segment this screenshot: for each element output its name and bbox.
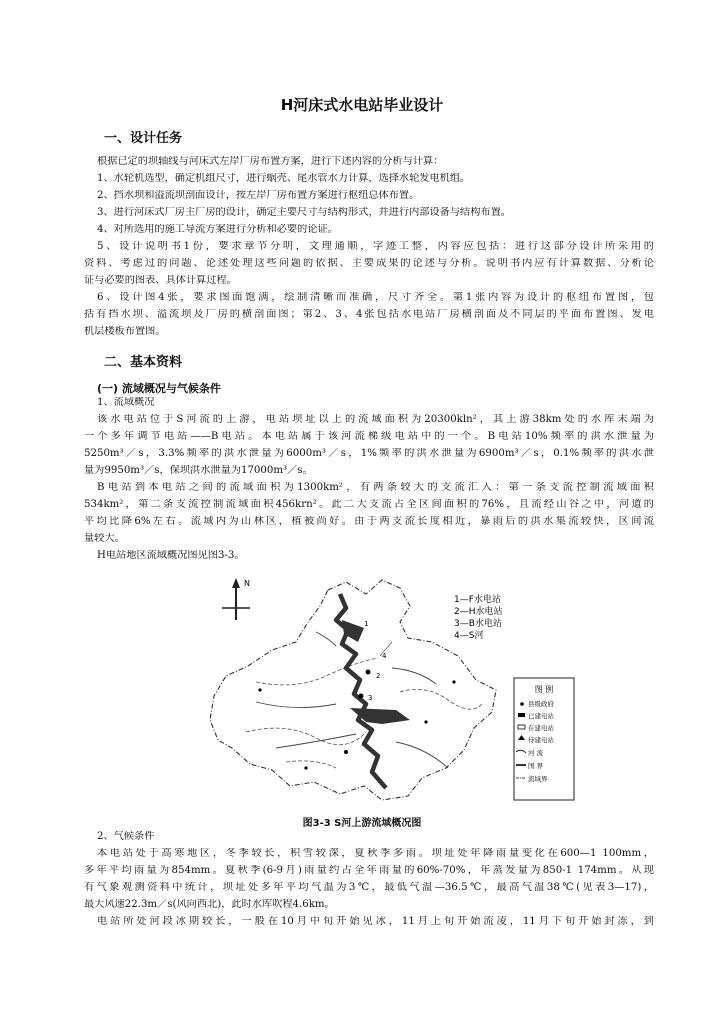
map-legend-box	[514, 678, 574, 800]
svg-text:4: 4	[382, 652, 387, 660]
paragraph-line: 量为9950m³／s，保坝洪水泄量为17000m³／s。	[84, 465, 313, 476]
paragraph-line: 本电站处于高寒地区，冬季较长，积雪较深，夏秋季多雨。坝址处年降雨量变化在600—1 100mm，	[97, 848, 654, 859]
paragraph-line: B电站到本电站之间的流域面积为1300km²，有两条较大的支流汇入：第一条支流控制流域面积	[97, 482, 654, 493]
paragraph-line: 最大风速22.3m／s(风向西北)，此时水库吹程4.6km。	[84, 899, 335, 910]
document-title: H河床式水电站毕业设计	[280, 96, 444, 114]
paragraph-line: 资料、考虑过的问题、论述处理这些问题的依据、主要成果的论述与分析。说明书内应有计算数据、分析论	[84, 258, 654, 269]
paragraph-line: 证与必要的图表、具体计算过程。	[84, 275, 237, 286]
paragraph-line: H电站地区流域概况图见图3-3。	[97, 550, 245, 561]
paragraph-line: 电站所处河段冰期较长，一般在10月中旬开始见冰，11月上旬开始流凌，11月下旬开始封冻，到	[97, 916, 654, 927]
paragraph-line: 有气象观测资料中统计，坝址处多年平均气温为3℃，最低气温—36.5℃，最高气温38℃(见表3—17)，	[84, 882, 654, 893]
paragraph-line: 3、进行河床式厂房主厂房的设计，确定主要尺寸与结构形式，并进行内部设备与结构布置。	[97, 207, 511, 218]
legend-item: 流域界	[528, 775, 548, 783]
paragraph-line: 1、水轮机选型，确定机组尺寸，进行蜗壳、尾水管水力计算，选择水轮发电机组。	[97, 173, 471, 184]
paragraph-line: 5250m³／s，3.3%频率的洪水泄量为6000m³／s，1%频率的洪水泄量为6900m³／s，0.1%频率的洪水泄	[84, 448, 654, 459]
svg-text:3: 3	[368, 694, 373, 702]
legend-item: 国 界	[528, 762, 544, 770]
legend-key-2: 2—H水电站	[454, 607, 503, 617]
item-heading: 1、流域概况	[97, 397, 155, 408]
svg-text:2: 2	[376, 672, 381, 680]
legend-item: 河 流	[528, 749, 544, 757]
basin-map-figure	[196, 572, 576, 804]
paragraph-line: 机层楼板布置图。	[84, 326, 166, 337]
section-heading-design-task: 一、设计任务	[104, 131, 183, 146]
legend-key-1: 1—F水电站	[454, 595, 501, 605]
svg-text:1: 1	[364, 620, 369, 628]
legend-item: 待建电站	[528, 736, 554, 744]
paragraph-line: 534km²，第二条支流控制流域面积456krn²。此二大支流占全区间面积的76%，且流经山谷之中，河道的	[84, 499, 654, 510]
paragraph-line: 量较大。	[84, 533, 125, 544]
paragraph-line: 6、设计图4张，要求图面饱满，绘制清晰而准确，尺寸齐全。第1张内容为设计的枢纽布置图，包	[97, 292, 654, 303]
item-heading: 2、气候条件	[97, 831, 155, 842]
legend-key-4: 4—S河	[454, 631, 484, 641]
subsection-heading-basin: (一) 流域概况与气候条件	[97, 382, 221, 395]
paragraph-line: 括有挡水坝、溢流坝及厂房的横剖面图；第2、3、4张包括水电站厂房横剖面及不同层的平面布置图、发电	[84, 309, 654, 320]
north-arrow-icon	[222, 578, 250, 620]
paragraph-line: 2、挡水坝和溢流坝剖面设计，按左岸厂房布置方案进行枢纽总体布置。	[97, 190, 420, 201]
paragraph-line: 该水电站位于S河流的上游，电站坝址以上的流域面积为20300kln²，其上游38km处的水库末端为	[97, 414, 654, 425]
section-heading-basic-data: 二、基本资料	[104, 355, 183, 370]
legend-item: 县级政府	[528, 700, 554, 708]
paragraph-line: 4、对所选用的施工导流方案进行分析和必要的论证。	[97, 224, 338, 235]
legend-item: 已建电站	[528, 712, 554, 720]
legend-box-title: 图 例	[534, 685, 554, 694]
paragraph-line: 平均比降6%左右。流域内为山林区，植被尚好。由于两支流长度相近，暴雨后的洪水集流较快，区间流	[84, 516, 654, 527]
paragraph-line: 根据已定的坝轴线与河床式左岸厂房布置方案，进行下述内容的分析与计算：	[97, 156, 444, 167]
paragraph-line: 5、设计说明书1份，要求章节分明，文理通顺，字迹工整，内容应包括：进行这部分设计所采用的	[97, 241, 654, 252]
legend-item: 在建电站	[528, 724, 554, 732]
legend-key-3: 3—B水电站	[454, 619, 502, 629]
paragraph-line: 一个多年调节电站——B电站。本电站属于该河流梯级电站中的一个。B电站10%频率的洪水泄量为	[84, 431, 654, 442]
paragraph-line: 多年平均雨量为854mm。夏秋季(6-9月)雨量约占全年雨量的60%-70%，年蒸发量为850-1 174mm。从现	[84, 865, 654, 876]
figure-caption: 图3-3 S河上游流域概况图	[302, 818, 422, 829]
north-label: N	[244, 579, 250, 588]
